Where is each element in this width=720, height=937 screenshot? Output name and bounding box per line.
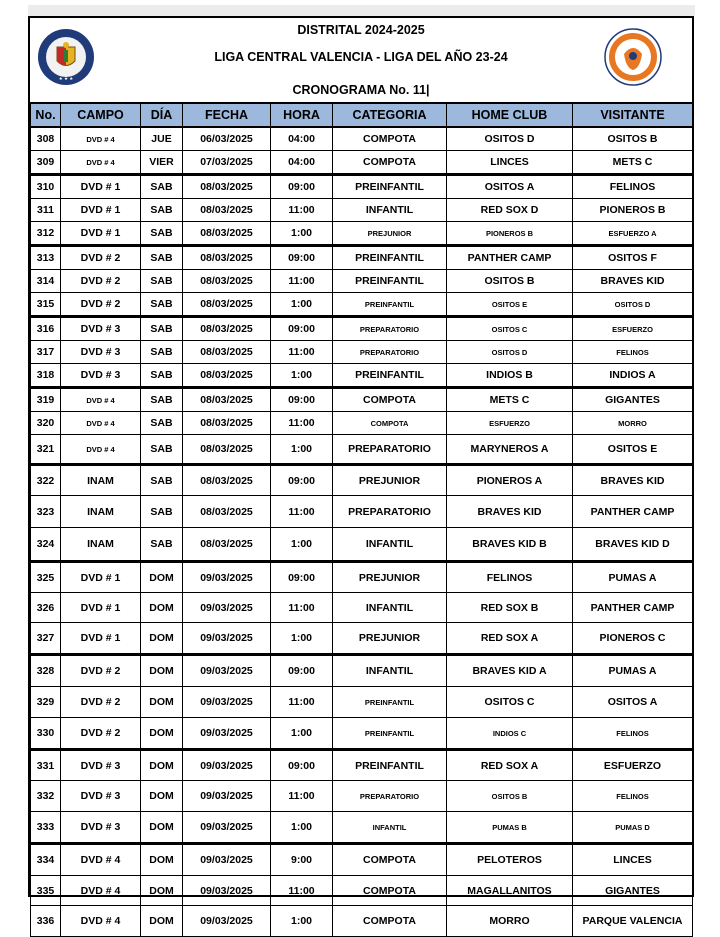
cell-visitante: BRAVES KID: [573, 270, 693, 293]
cell-fecha: 08/03/2025: [183, 246, 271, 270]
cell-visitante: ESFUERZO A: [573, 222, 693, 246]
cell-visitante: PUMAS A: [573, 562, 693, 593]
cell-home-club: PANTHER CAMP: [447, 246, 573, 270]
cell-categoria: COMPOTA: [333, 388, 447, 412]
cell-no: 332: [31, 781, 61, 812]
table-row: [31, 750, 693, 781]
cell-no: 327: [31, 623, 61, 655]
cell-categoria: COMPOTA: [333, 906, 447, 937]
table-row: [31, 175, 693, 199]
cell-hora: 11:00: [271, 341, 333, 364]
cell-dia: SAB: [141, 246, 183, 270]
cell-dia: SAB: [141, 317, 183, 341]
cell-visitante: ESFUERZO: [573, 750, 693, 781]
cell-fecha: 09/03/2025: [183, 718, 271, 750]
cell-dia: SAB: [141, 435, 183, 465]
cell-categoria: PREINFANTIL: [333, 246, 447, 270]
cell-fecha: 09/03/2025: [183, 844, 271, 876]
cell-no: 310: [31, 175, 61, 199]
cell-dia: SAB: [141, 341, 183, 364]
cell-fecha: 08/03/2025: [183, 465, 271, 496]
cell-campo: DVD # 1: [61, 199, 141, 222]
cell-home-club: RED SOX B: [447, 593, 573, 623]
col-header-campo: CAMPO: [61, 103, 141, 127]
cell-campo: INAM: [61, 496, 141, 528]
cell-hora: 11:00: [271, 687, 333, 718]
cell-hora: 1:00: [271, 812, 333, 844]
cell-visitante: INDIOS A: [573, 364, 693, 388]
cell-campo: DVD # 2: [61, 246, 141, 270]
cell-fecha: 07/03/2025: [183, 151, 271, 175]
cell-hora: 1:00: [271, 222, 333, 246]
cell-categoria: PREJUNIOR: [333, 465, 447, 496]
table-row: [31, 388, 693, 412]
cell-visitante: BRAVES KID: [573, 465, 693, 496]
cell-no: 324: [31, 528, 61, 562]
cell-fecha: 09/03/2025: [183, 655, 271, 687]
cell-fecha: 09/03/2025: [183, 750, 271, 781]
cell-no: 335: [31, 876, 61, 906]
cell-dia: SAB: [141, 412, 183, 435]
cell-dia: DOM: [141, 655, 183, 687]
cell-no: 329: [31, 687, 61, 718]
cell-no: 317: [31, 341, 61, 364]
cell-hora: 04:00: [271, 127, 333, 151]
cell-no: 312: [31, 222, 61, 246]
table-row: [31, 781, 693, 812]
table-row: [31, 435, 693, 465]
cell-home-club: OSITOS D: [447, 341, 573, 364]
cell-home-club: LINCES: [447, 151, 573, 175]
cell-dia: SAB: [141, 388, 183, 412]
cell-categoria: PREPARATORIO: [333, 781, 447, 812]
cell-categoria: INFANTIL: [333, 812, 447, 844]
cell-hora: 1:00: [271, 364, 333, 388]
cell-hora: 11:00: [271, 496, 333, 528]
cell-campo: DVD # 2: [61, 687, 141, 718]
table-row: [31, 364, 693, 388]
cell-no: 318: [31, 364, 61, 388]
cell-home-club: METS C: [447, 388, 573, 412]
cell-visitante: PANTHER CAMP: [573, 593, 693, 623]
cell-home-club: OSITOS A: [447, 175, 573, 199]
cell-fecha: 08/03/2025: [183, 270, 271, 293]
cell-visitante: GIGANTES: [573, 388, 693, 412]
cell-categoria: COMPOTA: [333, 412, 447, 435]
cell-categoria: PREJUNIOR: [333, 562, 447, 593]
cell-home-club: OSITOS C: [447, 687, 573, 718]
schedule-sheet: [28, 16, 694, 927]
cell-visitante: OSITOS E: [573, 435, 693, 465]
cell-home-club: OSITOS B: [447, 270, 573, 293]
cell-campo: DVD # 2: [61, 270, 141, 293]
cell-home-club: RED SOX A: [447, 623, 573, 655]
cell-categoria: INFANTIL: [333, 528, 447, 562]
cell-home-club: PELOTEROS: [447, 844, 573, 876]
cell-campo: DVD # 1: [61, 222, 141, 246]
cell-campo: DVD # 3: [61, 364, 141, 388]
cell-categoria: PREINFANTIL: [333, 687, 447, 718]
cell-dia: DOM: [141, 876, 183, 906]
table-row: [31, 222, 693, 246]
col-header-dia: DÍA: [141, 103, 183, 127]
table-row: [31, 528, 693, 562]
col-header-hora: HORA: [271, 103, 333, 127]
table-body: [31, 127, 693, 937]
cell-home-club: RED SOX A: [447, 750, 573, 781]
col-header-no: No.: [31, 103, 61, 127]
cell-home-club: INDIOS C: [447, 718, 573, 750]
cell-no: 308: [31, 127, 61, 151]
schedule-number: CRONOGRAMA No. 11|: [292, 83, 430, 97]
cell-dia: DOM: [141, 906, 183, 937]
cell-no: 326: [31, 593, 61, 623]
cell-campo: DVD # 3: [61, 812, 141, 844]
cell-dia: DOM: [141, 687, 183, 718]
cell-no: 325: [31, 562, 61, 593]
cell-dia: SAB: [141, 496, 183, 528]
criollitos-de-venezuela-logo-icon: [604, 28, 662, 86]
cell-home-club: OSITOS B: [447, 781, 573, 812]
cell-hora: 9:00: [271, 844, 333, 876]
cell-home-club: BRAVES KID: [447, 496, 573, 528]
cell-categoria: INFANTIL: [333, 593, 447, 623]
cell-home-club: MARYNEROS A: [447, 435, 573, 465]
cell-no: 319: [31, 388, 61, 412]
cell-hora: 1:00: [271, 906, 333, 937]
cell-fecha: 09/03/2025: [183, 906, 271, 937]
table-row: [31, 127, 693, 151]
cell-hora: 11:00: [271, 199, 333, 222]
table-row: [31, 341, 693, 364]
cell-dia: JUE: [141, 127, 183, 151]
cell-no: 328: [31, 655, 61, 687]
cell-visitante: FELINOS: [573, 718, 693, 750]
cell-no: 334: [31, 844, 61, 876]
cell-home-club: BRAVES KID B: [447, 528, 573, 562]
cell-no: 322: [31, 465, 61, 496]
cell-no: 323: [31, 496, 61, 528]
cell-campo: DVD # 4: [61, 412, 141, 435]
table-row: [31, 876, 693, 906]
cell-dia: DOM: [141, 562, 183, 593]
col-header-visitante: VISITANTE: [573, 103, 693, 127]
cell-visitante: LINCES: [573, 844, 693, 876]
cell-categoria: PREPARATORIO: [333, 496, 447, 528]
table-row: [31, 317, 693, 341]
cell-fecha: 09/03/2025: [183, 593, 271, 623]
cell-dia: SAB: [141, 528, 183, 562]
cell-no: 333: [31, 812, 61, 844]
cell-fecha: 08/03/2025: [183, 435, 271, 465]
cell-visitante: FELINOS: [573, 175, 693, 199]
cell-hora: 09:00: [271, 388, 333, 412]
cell-home-club: RED SOX D: [447, 199, 573, 222]
cell-hora: 04:00: [271, 151, 333, 175]
cell-categoria: INFANTIL: [333, 199, 447, 222]
cell-hora: 1:00: [271, 623, 333, 655]
cell-categoria: PREINFANTIL: [333, 718, 447, 750]
cell-fecha: 08/03/2025: [183, 412, 271, 435]
table-row: [31, 623, 693, 655]
top-strip: [28, 5, 695, 16]
cell-visitante: PIONEROS B: [573, 199, 693, 222]
cell-visitante: ESFUERZO: [573, 317, 693, 341]
cell-fecha: 08/03/2025: [183, 528, 271, 562]
cell-hora: 09:00: [271, 317, 333, 341]
cell-hora: 1:00: [271, 435, 333, 465]
cell-fecha: 08/03/2025: [183, 199, 271, 222]
cell-campo: DVD # 1: [61, 175, 141, 199]
table-row: [31, 562, 693, 593]
cell-campo: DVD # 1: [61, 562, 141, 593]
cell-fecha: 09/03/2025: [183, 623, 271, 655]
cell-hora: 11:00: [271, 593, 333, 623]
cell-home-club: OSITOS C: [447, 317, 573, 341]
cell-campo: DVD # 3: [61, 317, 141, 341]
cell-visitante: FELINOS: [573, 781, 693, 812]
cell-dia: DOM: [141, 593, 183, 623]
cell-hora: 11:00: [271, 781, 333, 812]
cell-no: 321: [31, 435, 61, 465]
cell-campo: DVD # 4: [61, 127, 141, 151]
cell-hora: 11:00: [271, 876, 333, 906]
cell-categoria: INFANTIL: [333, 655, 447, 687]
cell-home-club: ESFUERZO: [447, 412, 573, 435]
cell-fecha: 09/03/2025: [183, 687, 271, 718]
cell-home-club: PIONEROS A: [447, 465, 573, 496]
cell-categoria: COMPOTA: [333, 127, 447, 151]
table-row: [31, 412, 693, 435]
cell-hora: 1:00: [271, 293, 333, 317]
cell-hora: 09:00: [271, 655, 333, 687]
table-row: [31, 270, 693, 293]
cell-dia: SAB: [141, 465, 183, 496]
cell-categoria: COMPOTA: [333, 844, 447, 876]
table-row: [31, 906, 693, 937]
table-row: [31, 465, 693, 496]
cell-campo: DVD # 4: [61, 151, 141, 175]
cell-categoria: PREJUNIOR: [333, 623, 447, 655]
cell-categoria: PREPARATORIO: [333, 435, 447, 465]
cell-campo: DVD # 3: [61, 781, 141, 812]
cell-dia: SAB: [141, 293, 183, 317]
table-row: [31, 687, 693, 718]
schedule-table: [30, 102, 693, 937]
cell-home-club: OSITOS D: [447, 127, 573, 151]
cell-home-club: BRAVES KID A: [447, 655, 573, 687]
cell-campo: DVD # 2: [61, 655, 141, 687]
cell-categoria: PREINFANTIL: [333, 364, 447, 388]
cell-visitante: PUMAS D: [573, 812, 693, 844]
league-title: LIGA CENTRAL VALENCIA - LIGA DEL AÑO 23-24: [214, 50, 508, 64]
district-title: DISTRITAL 2024-2025: [297, 23, 425, 37]
cell-categoria: COMPOTA: [333, 876, 447, 906]
cell-no: 320: [31, 412, 61, 435]
cell-visitante: PARQUE VALENCIA: [573, 906, 693, 937]
table-header-row: [31, 103, 693, 127]
cell-categoria: PREINFANTIL: [333, 293, 447, 317]
cell-hora: 11:00: [271, 270, 333, 293]
cell-fecha: 08/03/2025: [183, 293, 271, 317]
cell-campo: INAM: [61, 528, 141, 562]
cell-fecha: 08/03/2025: [183, 388, 271, 412]
cell-visitante: PUMAS A: [573, 655, 693, 687]
cell-campo: DVD # 3: [61, 750, 141, 781]
table-row: [31, 718, 693, 750]
cell-campo: DVD # 2: [61, 718, 141, 750]
table-row: [31, 844, 693, 876]
cell-dia: DOM: [141, 623, 183, 655]
cell-campo: DVD # 4: [61, 844, 141, 876]
cell-no: 309: [31, 151, 61, 175]
cell-visitante: OSITOS A: [573, 687, 693, 718]
table-row: [31, 593, 693, 623]
cell-fecha: 08/03/2025: [183, 364, 271, 388]
cell-home-club: PUMAS B: [447, 812, 573, 844]
cell-no: 336: [31, 906, 61, 937]
cell-fecha: 06/03/2025: [183, 127, 271, 151]
cell-home-club: INDIOS B: [447, 364, 573, 388]
cell-fecha: 08/03/2025: [183, 341, 271, 364]
cell-categoria: PREPARATORIO: [333, 317, 447, 341]
cell-fecha: 08/03/2025: [183, 222, 271, 246]
table-row: [31, 199, 693, 222]
cell-home-club: MAGALLANITOS: [447, 876, 573, 906]
cell-dia: VIER: [141, 151, 183, 175]
cell-categoria: PREJUNIOR: [333, 222, 447, 246]
col-header-home-club: HOME CLUB: [447, 103, 573, 127]
cell-fecha: 09/03/2025: [183, 876, 271, 906]
schedule-header: [30, 18, 692, 102]
cell-campo: DVD # 1: [61, 593, 141, 623]
cell-home-club: OSITOS E: [447, 293, 573, 317]
cell-dia: SAB: [141, 175, 183, 199]
cell-dia: DOM: [141, 750, 183, 781]
cell-dia: SAB: [141, 222, 183, 246]
cell-hora: 1:00: [271, 718, 333, 750]
cell-hora: 09:00: [271, 562, 333, 593]
cell-fecha: 08/03/2025: [183, 496, 271, 528]
cell-dia: DOM: [141, 718, 183, 750]
cell-hora: 09:00: [271, 175, 333, 199]
col-header-fecha: FECHA: [183, 103, 271, 127]
cell-hora: 09:00: [271, 465, 333, 496]
cell-no: 314: [31, 270, 61, 293]
cell-visitante: BRAVES KID D: [573, 528, 693, 562]
cell-no: 311: [31, 199, 61, 222]
cell-campo: DVD # 1: [61, 623, 141, 655]
cell-no: 331: [31, 750, 61, 781]
cell-no: 330: [31, 718, 61, 750]
cell-no: 313: [31, 246, 61, 270]
cell-campo: DVD # 3: [61, 341, 141, 364]
cell-dia: DOM: [141, 812, 183, 844]
table-row: [31, 496, 693, 528]
cell-campo: DVD # 4: [61, 435, 141, 465]
cell-hora: 09:00: [271, 750, 333, 781]
cell-dia: SAB: [141, 364, 183, 388]
cell-home-club: FELINOS: [447, 562, 573, 593]
table-row: [31, 246, 693, 270]
cell-dia: SAB: [141, 199, 183, 222]
cell-dia: DOM: [141, 844, 183, 876]
cell-visitante: PANTHER CAMP: [573, 496, 693, 528]
cell-visitante: GIGANTES: [573, 876, 693, 906]
cell-home-club: MORRO: [447, 906, 573, 937]
cell-fecha: 08/03/2025: [183, 175, 271, 199]
cell-campo: DVD # 4: [61, 876, 141, 906]
cell-fecha: 09/03/2025: [183, 812, 271, 844]
cell-visitante: OSITOS D: [573, 293, 693, 317]
col-header-categoria: CATEGORIA: [333, 103, 447, 127]
cell-visitante: OSITOS F: [573, 246, 693, 270]
cell-visitante: METS C: [573, 151, 693, 175]
cell-campo: DVD # 4: [61, 388, 141, 412]
table-row: [31, 655, 693, 687]
cell-no: 316: [31, 317, 61, 341]
cell-visitante: OSITOS B: [573, 127, 693, 151]
svg-text:★ ★ ★: ★ ★ ★: [58, 76, 74, 81]
table-row: [31, 151, 693, 175]
cell-campo: INAM: [61, 465, 141, 496]
cell-hora: 11:00: [271, 412, 333, 435]
cell-categoria: PREINFANTIL: [333, 750, 447, 781]
cell-visitante: PIONEROS C: [573, 623, 693, 655]
table-row: [31, 812, 693, 844]
cell-fecha: 09/03/2025: [183, 562, 271, 593]
cell-home-club: PIONEROS B: [447, 222, 573, 246]
cell-fecha: 09/03/2025: [183, 781, 271, 812]
cell-categoria: COMPOTA: [333, 151, 447, 175]
cell-categoria: PREINFANTIL: [333, 270, 447, 293]
cell-dia: SAB: [141, 270, 183, 293]
cell-fecha: 08/03/2025: [183, 317, 271, 341]
cell-hora: 1:00: [271, 528, 333, 562]
cell-campo: DVD # 2: [61, 293, 141, 317]
cell-visitante: FELINOS: [573, 341, 693, 364]
cell-no: 315: [31, 293, 61, 317]
cell-visitante: MORRO: [573, 412, 693, 435]
cell-dia: DOM: [141, 781, 183, 812]
cell-categoria: PREINFANTIL: [333, 175, 447, 199]
table-row: [31, 293, 693, 317]
cell-hora: 09:00: [271, 246, 333, 270]
cell-categoria: PREPARATORIO: [333, 341, 447, 364]
cell-campo: DVD # 4: [61, 906, 141, 937]
